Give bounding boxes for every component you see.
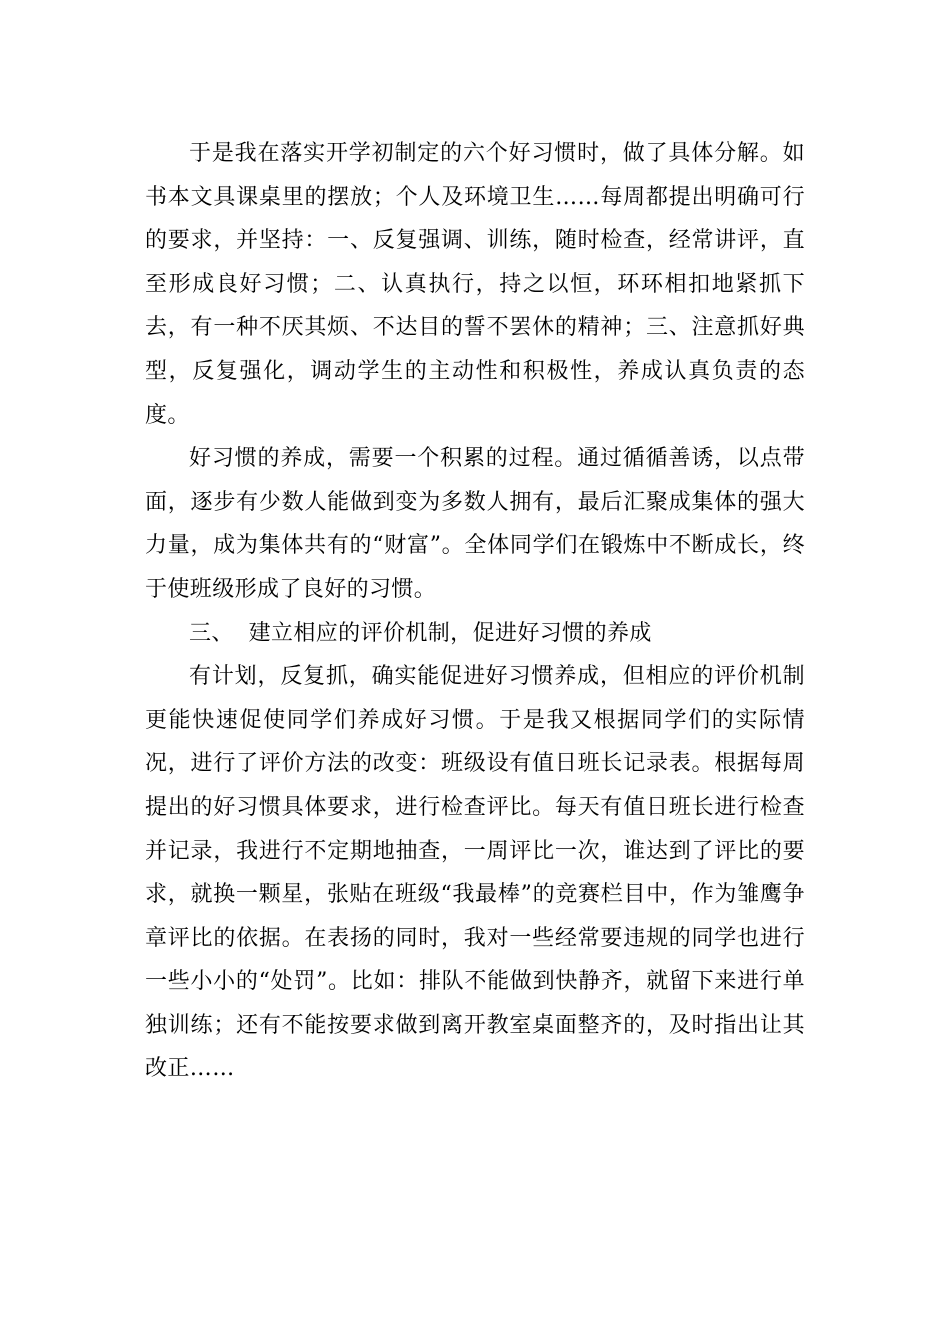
section-heading-evaluation: 三、 建立相应的评价机制，促进好习惯的养成 [189,620,652,646]
paragraph-evaluation-mechanism: 有计划，反复抓，确实能促进好习惯养成，但相应的评价机制更能快速促使同学们养成好习惯。于是我又根据同学们的实际情况，进行了评价方法的改变：班级设有值日班长记录表。根据每周提出的好习惯具体要求，进行检查评比。每天有值日班长进行检查并记录，我进行不定期地抽查，一周评比一次，谁达到了评比的要求，就换一颗星，张贴在班级“我最棒”的竞赛栏目中，作为雏鹰争章评比的依据。在表扬的同时，我对一些经常要违规的同学也进行一些小小的“处罚”。比如：排队不能做到快静齐，就留下来进行单独训练；还有不能按要求做到离开教室桌面整齐的，及时指出让其改正…… [145,664,805,1082]
paragraph-habit-accumulation: 好习惯的养成，需要一个积累的过程。通过循循善诱，以点带面，逐步有少数人能做到变为多数人拥有，最后汇聚成集体的强大力量，成为集体共有的“财富”。全体同学们在锻炼中不断成长，终于使班级形成了良好的习惯。 [145,446,805,602]
document-body [145,132,805,1091]
paragraph-habit-breakdown: 于是我在落实开学初制定的六个好习惯时，做了具体分解。如书本文具课桌里的摆放；个人及环境卫生……每周都提出明确可行的要求，并坚持：一、反复强调、训练，随时检查，经常讲评，直至形成良好习惯；二、认真执行，持之以恒，环环相扣地紧抓下去，有一种不厌其烦、不达目的誓不罢休的精神；三、注意抓好典型，反复强化，调动学生的主动性和积极性，养成认真负责的态度。 [145,141,805,428]
